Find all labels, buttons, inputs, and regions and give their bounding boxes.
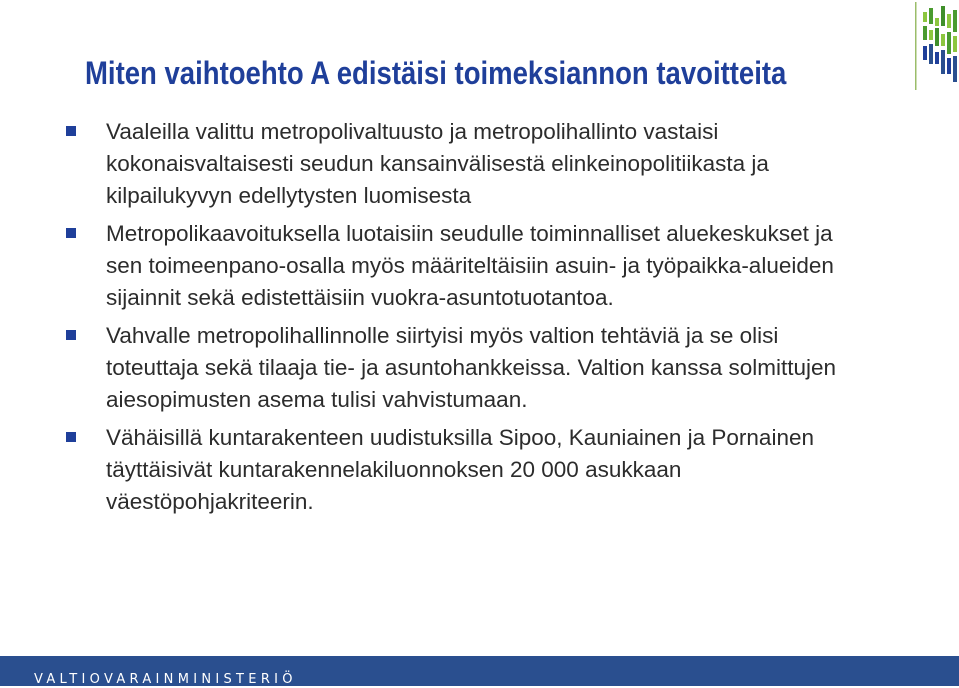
bullet-item bbox=[66, 320, 856, 416]
footer-bar bbox=[0, 656, 959, 686]
square-bullet-icon bbox=[66, 330, 76, 340]
ministry-bars-logo-icon bbox=[913, 0, 959, 92]
slide-title: Miten vaihtoehto A edistäisi toimeksiannon tavoitteita bbox=[85, 55, 787, 91]
square-bullet-icon bbox=[66, 126, 76, 136]
bullet-list bbox=[66, 116, 856, 524]
bullet-text: Vähäisillä kuntarakenteen uudistuksilla Sipoo, Kauniainen ja Pornainen täyttäisivät kuntarakennelakiluonnoksen 20 000 asukkaan väestöpohjakriteerin. bbox=[106, 425, 814, 514]
bullet-item bbox=[66, 116, 856, 212]
bullet-text: Vaaleilla valittu metropolivaltuusto ja metropolihallinto vastaisi kokonaisvaltaisesti seudun kansainvälisestä elinkeinopolitiikasta ja kilpailukyvyn edellytysten luomisesta bbox=[106, 119, 769, 208]
footer-org-name: VALTIOVARAINMINISTERIÖ bbox=[34, 672, 297, 687]
square-bullet-icon bbox=[66, 228, 76, 238]
bullet-item bbox=[66, 218, 856, 314]
bullet-text: Vahvalle metropolihallinnolle siirtyisi myös valtion tehtäviä ja se olisi toteuttaja sekä tilaaja tie- ja asuntohankkeissa. Valtion kanssa solmittujen aiesopimusten asema tulisi vahvistumaan. bbox=[106, 323, 836, 412]
square-bullet-icon bbox=[66, 432, 76, 442]
bullet-text: Metropolikaavoituksella luotaisiin seudulle toiminnalliset aluekeskukset ja sen toimeenpano-osalla myös määriteltäisiin asuin- ja työpaikka-alueiden sijainnit sekä edistettäisiin vuokra-asuntotuotantoa. bbox=[106, 221, 834, 310]
bullet-item bbox=[66, 422, 856, 518]
